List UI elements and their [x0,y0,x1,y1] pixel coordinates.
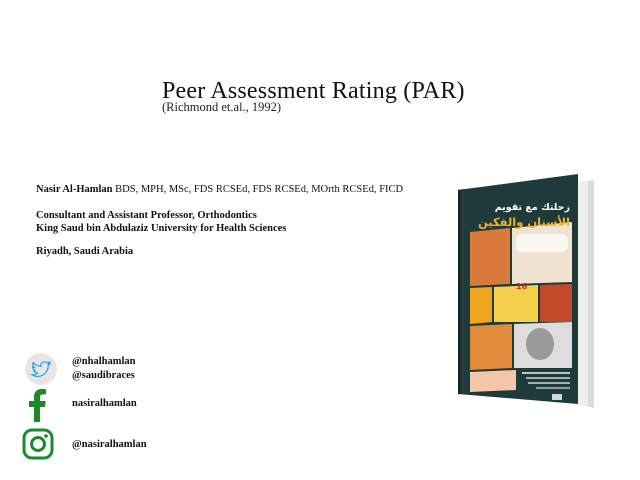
twitter-icon [24,352,58,386]
author-credentials: BDS, MPH, MSc, FDS RCSEd, FDS RCSEd, MOrth RCSEd, FICD [112,184,404,195]
affiliation: King Saud bin Abdulaziz University for Health Sciences [36,223,287,234]
book-cover [452,172,594,410]
instagram-handle: @nasiralhamlan [72,439,147,450]
page-title: Peer Assessment Rating (PAR) [162,78,465,104]
book-badge: 16 [516,282,528,291]
author-line [36,184,403,195]
book-title-line2: الأسنان والفكين [477,215,570,229]
book-title-line1: رحلتك مع تقويم [494,202,570,213]
location: Riyadh, Saudi Arabia [36,246,134,257]
twitter-handle-2: @saudibraces [72,370,135,381]
position-title: Consultant and Assistant Professor, Orthodontics [36,210,257,221]
twitter-handle-1: @nhalhamlan [72,356,136,367]
page-subtitle: (Richmond et.al., 1992) [162,100,282,114]
instagram-icon [22,428,54,460]
facebook-handle: nasiralhamlan [72,398,137,409]
facebook-icon [26,388,48,422]
author-name: Nasir Al-Hamlan [36,184,113,195]
